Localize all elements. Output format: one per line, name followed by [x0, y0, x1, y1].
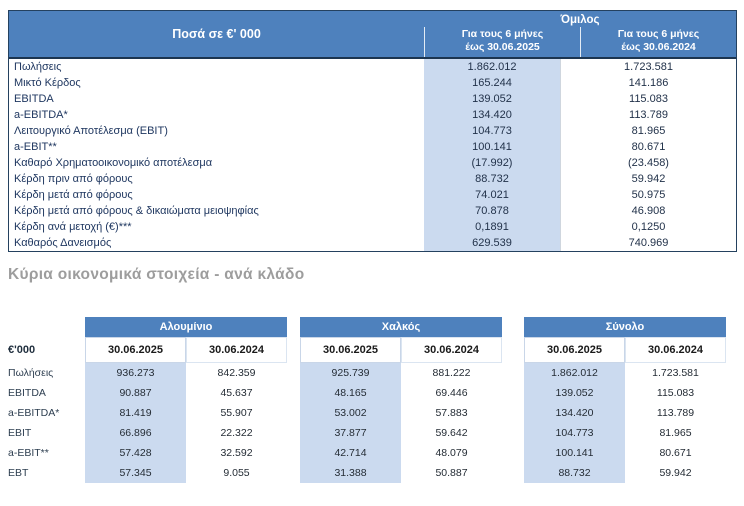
segment-title: Αλουμίνιο	[85, 317, 287, 337]
value-2025: 53.002	[300, 403, 401, 423]
row-label-sales: Πωλήσεις	[8, 367, 54, 379]
value-2024: 81.965	[560, 123, 736, 139]
row-label: Κέρδη πριν από φόρους	[14, 173, 133, 185]
segment-table-body	[300, 363, 502, 483]
value-2025: 81.419	[85, 403, 186, 423]
row-label: Κέρδη ανά μετοχή (€)***	[14, 221, 132, 233]
value-2024: 115.083	[625, 383, 726, 403]
value-2024: 9.055	[186, 463, 287, 483]
value-2024: 113.789	[560, 107, 736, 123]
segment-title: Σύνολο	[524, 317, 726, 337]
value-2025: 42.714	[300, 443, 401, 463]
group-results-table	[8, 10, 737, 252]
value-2024: 59.942	[625, 463, 726, 483]
column-header-2024: 30.06.2024	[401, 337, 502, 363]
value-2024: 69.446	[401, 383, 502, 403]
row-label: Κέρδη μετά από φόρους	[14, 189, 133, 201]
column-header-2025: 30.06.2025	[524, 337, 625, 363]
value-2024: 50.975	[560, 187, 736, 203]
group-table-body	[9, 59, 736, 251]
segment-column-headers	[524, 337, 726, 363]
value-2025: 66.896	[85, 423, 186, 443]
table-row-eps	[9, 219, 736, 235]
value-2025: (17.992)	[424, 155, 560, 171]
value-2024: (23.458)	[560, 155, 736, 171]
value-2025: 100.141	[424, 139, 560, 155]
column-header-2025-line2: έως 30.06.2025	[465, 41, 540, 53]
value-2024: 1.723.581	[625, 363, 726, 383]
value-2024: 80.671	[625, 443, 726, 463]
value-2025: 100.141	[524, 443, 625, 463]
value-2025: 165.244	[424, 75, 560, 91]
row-label: a-EBITDA*	[14, 109, 68, 121]
row-label: Λειτουργικό Αποτέλεσμα (EBIT)	[14, 125, 168, 137]
value-2025: 90.887	[85, 383, 186, 403]
value-2024: 81.965	[625, 423, 726, 443]
row-label-ebt: EBT	[8, 467, 29, 479]
group-header-omilos: Όμιλος	[560, 14, 600, 26]
column-header-2025: 30.06.2025	[85, 337, 186, 363]
table-row-a-ebitda	[9, 107, 736, 123]
column-header-2024-line2: έως 30.06.2024	[621, 41, 696, 53]
value-2025: 925.739	[300, 363, 401, 383]
value-2025: 104.773	[424, 123, 560, 139]
segment-table-body	[524, 363, 726, 483]
row-label: Κέρδη μετά από φόρους & δικαιώματα μειοψηφίας	[14, 205, 259, 217]
row-label: Πωλήσεις	[14, 61, 62, 73]
value-2024: 50.887	[401, 463, 502, 483]
value-2025: 1.862.012	[424, 59, 560, 75]
table-row-net-financial-result	[9, 155, 736, 171]
segment-table-copper	[300, 317, 502, 483]
table-row-profit-after-tax-minorities	[9, 203, 736, 219]
value-2025: 139.052	[524, 383, 625, 403]
table-row-profit-before-tax	[9, 171, 736, 187]
row-label-a-ebitda: a-EBITDA*	[8, 407, 60, 419]
row-label-ebit: EBIT	[8, 427, 32, 439]
value-2025: 57.428	[85, 443, 186, 463]
table-row-profit-after-tax	[9, 187, 736, 203]
row-label-a-ebit: a-EBIT**	[8, 447, 49, 459]
value-2025: 134.420	[524, 403, 625, 423]
segment-table-body	[85, 363, 287, 483]
value-2025: 0,1891	[424, 219, 560, 235]
value-2025: 74.021	[424, 187, 560, 203]
segment-tables-section	[8, 317, 726, 483]
column-header-2025: 30.06.2025	[300, 337, 401, 363]
segment-column-headers	[300, 337, 502, 363]
value-2024: 22.322	[186, 423, 287, 443]
row-label: a-EBIT**	[14, 141, 57, 153]
value-2024: 55.907	[186, 403, 287, 423]
value-2024: 59.942	[560, 171, 736, 187]
value-2025: 57.345	[85, 463, 186, 483]
value-2025: 134.420	[424, 107, 560, 123]
value-2024: 48.079	[401, 443, 502, 463]
column-header-2024: 30.06.2024	[186, 337, 287, 363]
segment-table-aluminium	[85, 317, 287, 483]
table-row-sales	[9, 59, 736, 75]
table-row-ebitda	[9, 91, 736, 107]
value-2024: 115.083	[560, 91, 736, 107]
segment-table-total	[524, 317, 726, 483]
value-2024: 740.969	[560, 235, 736, 251]
column-header-2025-line1: Για τους 6 μήνες	[461, 28, 544, 40]
table-row-a-ebit	[9, 139, 736, 155]
value-2024: 842.359	[186, 363, 287, 383]
value-2024: 32.592	[186, 443, 287, 463]
column-header-2025	[424, 27, 580, 57]
value-2024: 45.637	[186, 383, 287, 403]
group-table-header	[9, 11, 736, 59]
value-2025: 88.732	[424, 171, 560, 187]
value-2025: 1.862.012	[524, 363, 625, 383]
value-2024: 80.671	[560, 139, 736, 155]
unit-label: €'000	[8, 344, 36, 356]
value-2025: 70.878	[424, 203, 560, 219]
row-label: Καθαρό Χρηματοοικονομικό αποτέλεσμα	[14, 157, 213, 169]
value-2025: 48.165	[300, 383, 401, 403]
table-row-ebit	[9, 123, 736, 139]
row-label: Μικτό Κέρδος	[14, 77, 81, 89]
value-2024: 0,1250	[560, 219, 736, 235]
value-2025: 629.539	[424, 235, 560, 251]
value-2024: 57.883	[401, 403, 502, 423]
group-header-area	[424, 11, 736, 57]
value-2024: 113.789	[625, 403, 726, 423]
value-2025: 139.052	[424, 91, 560, 107]
value-2024: 59.642	[401, 423, 502, 443]
column-header-2024	[580, 27, 736, 57]
segment-title: Χαλκός	[300, 317, 502, 337]
row-label: EBITDA	[14, 93, 54, 105]
value-2024: 881.222	[401, 363, 502, 383]
value-2025: 88.732	[524, 463, 625, 483]
value-2025: 936.273	[85, 363, 186, 383]
value-2025: 37.877	[300, 423, 401, 443]
column-header-2024-line1: Για τους 6 μήνες	[617, 28, 700, 40]
period-column-headers	[424, 27, 736, 57]
value-2024: 141.186	[560, 75, 736, 91]
table-row-net-debt	[9, 235, 736, 251]
row-label: Καθαρός Δανεισμός	[14, 237, 112, 249]
value-2024: 1.723.581	[560, 59, 736, 75]
table-row-gross-profit	[9, 75, 736, 91]
value-2024: 46.908	[560, 203, 736, 219]
segment-column-headers	[85, 337, 287, 363]
row-label-ebitda: EBITDA	[8, 387, 46, 399]
amounts-unit-label: Ποσά σε €' 000	[172, 27, 261, 41]
value-2025: 104.773	[524, 423, 625, 443]
value-2025: 31.388	[300, 463, 401, 483]
section-heading: Κύρια οικονομικά στοιχεία - ανά κλάδο	[8, 266, 305, 283]
segment-row-labels	[8, 317, 85, 483]
column-header-2024: 30.06.2024	[625, 337, 726, 363]
